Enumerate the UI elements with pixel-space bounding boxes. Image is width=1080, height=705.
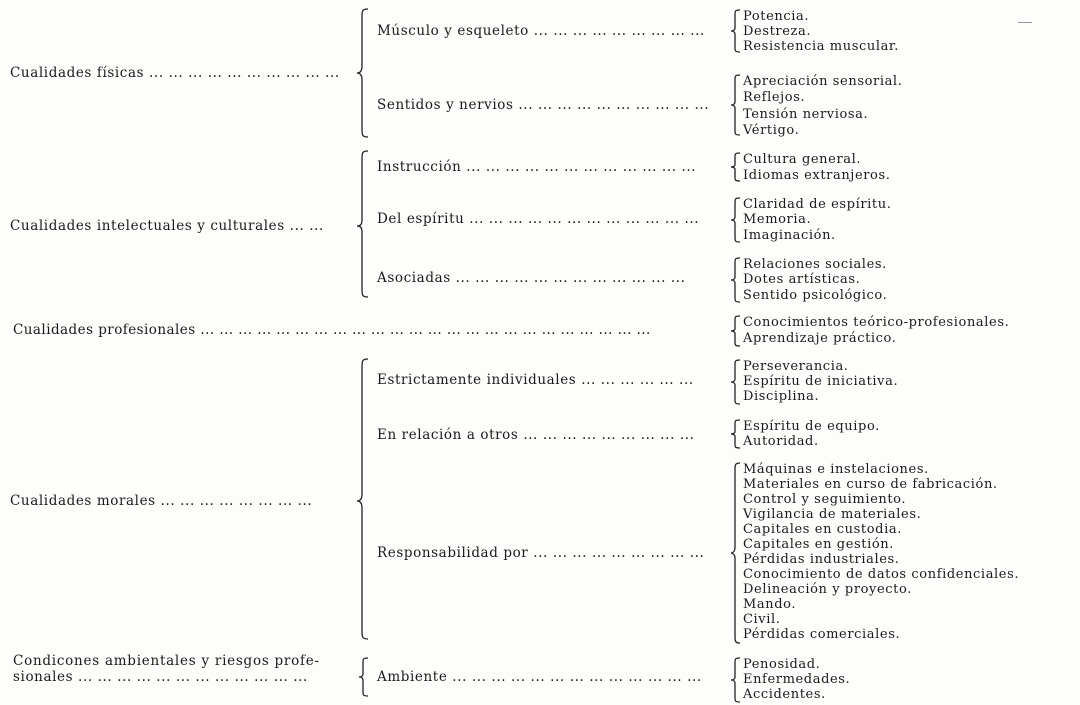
- leaf-capitales-gestion: Capitales en gestión.: [743, 537, 895, 552]
- leaf-control-seguimiento: Control y seguimiento.: [743, 492, 907, 507]
- leaf-reflejos: Reflejos.: [743, 90, 806, 105]
- group-responsabilidad-label: Responsabilidad por ... ... ... ... ... ... ... ... ...: [377, 545, 705, 561]
- leaf-conocimientos-teorico: Conocimientos teórico-profesionales.: [743, 315, 1010, 330]
- category-intellectual-brace: [356, 150, 370, 298]
- group-relacion-otros-label: En relación a otros ... ... ... ... ... ... ... ... ...: [377, 427, 695, 443]
- group-espiritu-label: Del espíritu ... ... ... ... ... ... ... ... ... ... ... ...: [377, 211, 700, 227]
- leaf-perdidas-industriales: Pérdidas industriales.: [743, 552, 900, 567]
- group-espiritu-brace: [730, 197, 742, 243]
- leaf-imaginacion: Imaginación.: [743, 228, 836, 243]
- leaf-aprendizaje-practico: Aprendizaje práctico.: [743, 331, 897, 346]
- leaf-relaciones-sociales: Relaciones sociales.: [743, 257, 887, 272]
- leaf-vertigo: Vértigo.: [743, 123, 800, 138]
- leaf-capitales-custodia: Capitales en custodia.: [743, 522, 902, 537]
- leaf-resistencia-muscular: Resistencia muscular.: [743, 39, 900, 54]
- leaf-perseverancia: Perseverancia.: [743, 359, 849, 374]
- leaf-potencia: Potencia.: [743, 9, 810, 24]
- leaf-destreza: Destreza.: [743, 24, 812, 39]
- group-ambiente-label: Ambiente ... ... ... ... ... ... ... ... ... ... ... ... ...: [377, 669, 702, 685]
- leaf-idiomas-extranjeros: Idiomas extranjeros.: [743, 168, 891, 183]
- leaf-penosidad: Penosidad.: [743, 657, 821, 672]
- leaf-accidentes: Accidentes.: [743, 687, 826, 702]
- leaf-enfermedades: Enfermedades.: [743, 672, 851, 687]
- category-professional-brace: [730, 315, 742, 347]
- group-instruccion-brace: [730, 152, 742, 182]
- leaf-perdidas-comerciales: Pérdidas comerciales.: [743, 627, 901, 642]
- leaf-maquinas-instalaciones: Máquinas e instelaciones.: [743, 462, 929, 477]
- leaf-mando: Mando.: [743, 597, 797, 612]
- group-asociadas-brace: [730, 257, 742, 303]
- group-responsabilidad-brace: [730, 462, 742, 644]
- category-environment-label-line1: Condicones ambientales y riesgos profe-: [13, 653, 320, 669]
- leaf-dotes-artisticas: Dotes artísticas.: [743, 272, 861, 287]
- leaf-cultura-general: Cultura general.: [743, 152, 862, 167]
- stray-print-mark: [1018, 22, 1032, 23]
- category-moral-label: Cualidades morales ... ... ... ... ... ... ... ...: [10, 493, 313, 509]
- group-asociadas-label: Asociadas ... ... ... ... ... ... ... ... ... ... ... ...: [377, 270, 686, 286]
- group-instruccion-label: Instrucción ... ... ... ... ... ... ... ... ... ... ... ...: [377, 159, 697, 175]
- category-physical-brace: [356, 8, 370, 138]
- group-musculo-label: Músculo y esqueleto ... ... ... ... ... ... ... ... ...: [377, 23, 705, 39]
- leaf-delineacion-proyecto: Delineación y proyecto.: [743, 582, 912, 597]
- group-musculo-brace: [730, 9, 742, 53]
- category-intellectual-label: Cualidades intelectuales y culturales ... ...: [10, 218, 324, 234]
- category-physical-label: Cualidades físicas ... ... ... ... ... ... ... ... ... ...: [10, 65, 340, 81]
- leaf-civil: Civil.: [743, 612, 781, 627]
- group-sentidos-brace: [730, 74, 742, 136]
- leaf-sentido-psicologico: Sentido psicológico.: [743, 288, 888, 303]
- leaf-autoridad: Autoridad.: [743, 434, 819, 449]
- leaf-memoria: Memoria.: [743, 212, 812, 227]
- category-environment-brace: [358, 657, 370, 697]
- group-ambiente-brace: [730, 657, 742, 703]
- leaf-tension-nerviosa: Tensión nerviosa.: [743, 107, 869, 122]
- leaf-disciplina: Disciplina.: [743, 389, 820, 404]
- leaf-materiales-fabricacion: Materiales en curso de fabricación.: [743, 477, 998, 492]
- leaf-apreciacion-sensorial: Apreciación sensorial.: [743, 74, 903, 89]
- category-environment-label-line2: sionales ... ... ... ... ... ... ... ... ... ... ... ...: [13, 669, 308, 685]
- group-relacion-otros-brace: [730, 419, 742, 449]
- leaf-vigilancia-materiales: Vigilancia de materiales.: [743, 507, 922, 522]
- group-sentidos-label: Sentidos y nervios ... ... ... ... ... ... ... ... ... ...: [377, 97, 710, 113]
- category-moral-brace: [356, 358, 370, 640]
- group-individuales-brace: [730, 359, 742, 405]
- category-professional-label: Cualidades profesionales ... ... ... ... ... ... ... ... ... ... ... ... ... ... ... ... ... ... ... ... ... ... ... ...: [13, 322, 651, 338]
- leaf-espiritu-iniciativa: Espíritu de iniciativa.: [743, 374, 899, 389]
- group-individuales-label: Estrictamente individuales ... ... ... ... ... ...: [377, 372, 694, 388]
- leaf-espiritu-equipo: Espíritu de equipo.: [743, 419, 880, 434]
- leaf-datos-confidenciales: Conocimiento de datos confidenciales.: [743, 567, 1020, 582]
- leaf-claridad-espiritu: Claridad de espíritu.: [743, 197, 892, 212]
